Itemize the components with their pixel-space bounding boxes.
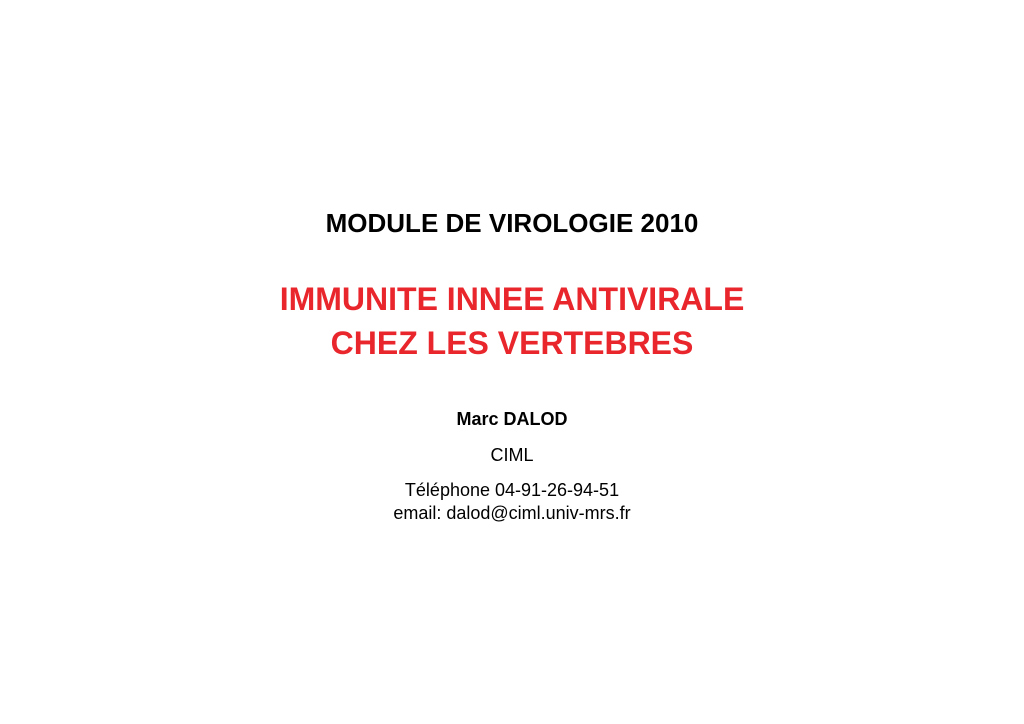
module-title: MODULE DE VIROLOGIE 2010 [325, 208, 699, 238]
main-title-line-1: IMMUNITE INNEE ANTIVIRALE [279, 281, 745, 317]
contact-email: email: dalod@ciml.univ-mrs.fr [393, 503, 631, 523]
institute-name: CIML [490, 445, 534, 465]
main-title-line-2: CHEZ LES VERTEBRES [330, 325, 694, 361]
author-name: Marc DALOD [456, 409, 568, 429]
contact-phone: Téléphone 04-91-26-94-51 [404, 480, 620, 500]
